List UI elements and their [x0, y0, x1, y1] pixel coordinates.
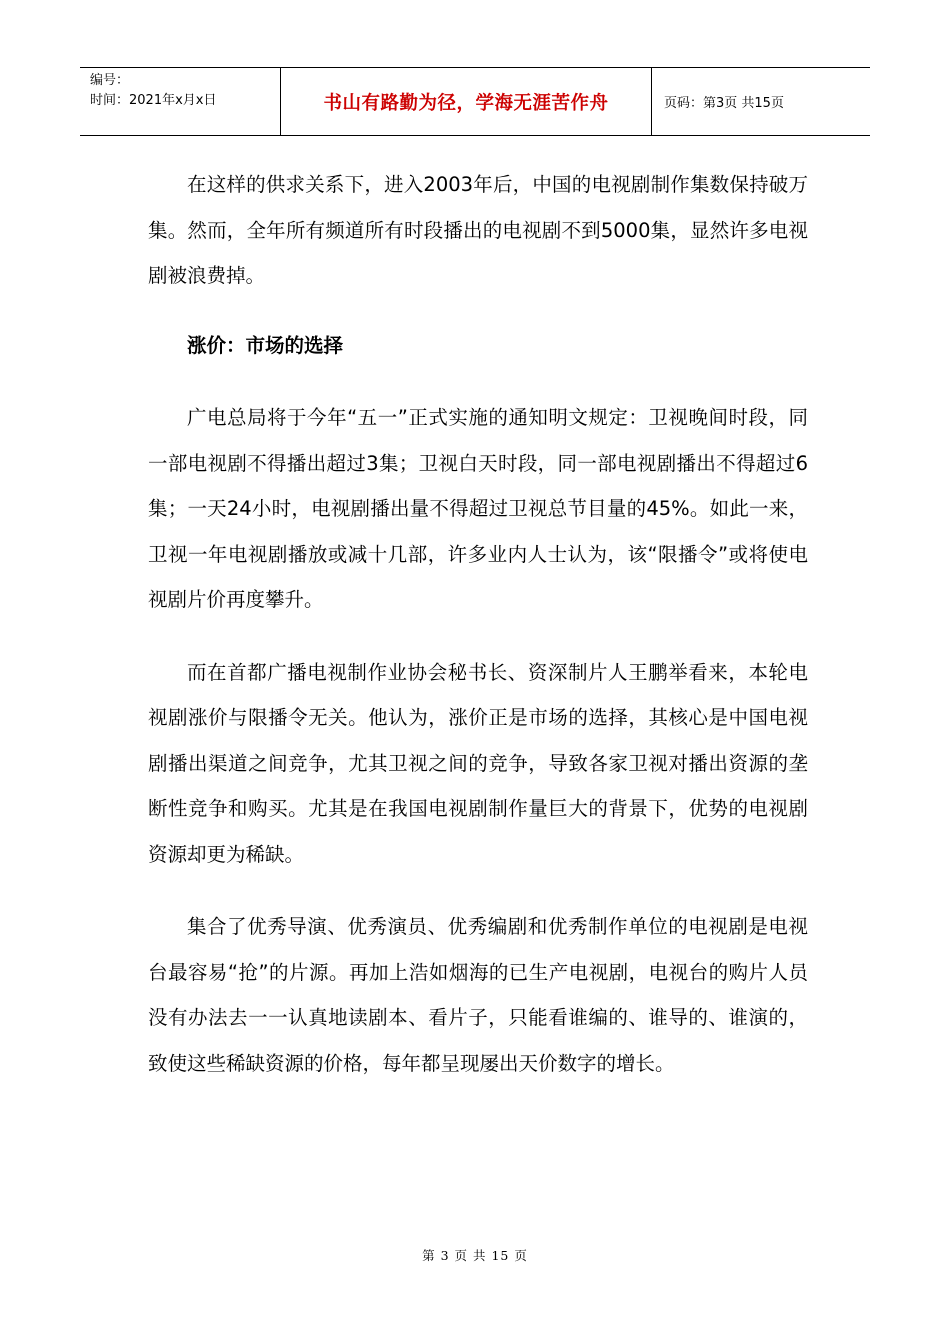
id-label: 编号： — [90, 73, 130, 88]
paragraph-4: 集合了优秀导演、优秀演员、优秀编剧和优秀制作单位的电视剧是电视台最容易“抢”的片源。再加上浩如烟海的已生产电视剧，电视台的购片人员没有办法去一一认真地读剧本、看片子，只能看谁编的、谁导的、谁演的，致使这些稀缺资源的价格，每年都呈现屡出天价数字的增长。 — [148, 915, 808, 1075]
document-body — [148, 162, 808, 1086]
paragraph-2: 广电总局将于今年“五一”正式实施的通知明文规定：卫视晚间时段，同一部电视剧不得播出超过3集；卫视白天时段，同一部电视剧播出不得超过6集；一天24小时，电视剧播出量不得超过卫视总节目量的45%。如此一来，卫视一年电视剧播放或减十几部，许多业内人士认为，该“限播令”或将使电视剧片价再度攀升。 — [148, 406, 808, 611]
paragraph-1: 在这样的供求关系下，进入2003年后，中国的电视剧制作集数保持破万集。然而，全年所有频道所有时段播出的电视剧不到5000集，显然许多电视剧被浪费掉。 — [148, 173, 808, 287]
motto-cell — [281, 68, 652, 135]
motto-text: 书山有路勤为径，学海无涯苦作舟 — [323, 92, 609, 114]
paragraph-3: 而在首都广播电视制作业协会秘书长、资深制片人王鹏举看来，本轮电视剧涨价与限播令无关。他认为，涨价正是市场的选择，其核心是中国电视剧播出渠道之间竞争，尤其卫视之间的竞争，导致各家卫视对播出资源的垄断性竞争和购买。尤其是在我国电视剧制作量巨大的背景下，优势的电视剧资源却更为稀缺。 — [148, 660, 808, 866]
header-table — [80, 67, 870, 136]
time-label: 时间：2021年x月x日 — [90, 93, 217, 108]
section-heading: 涨价：市场的选择 — [187, 333, 344, 357]
page-footer: 第 3 页 共 15 页 — [422, 1248, 528, 1263]
page-info-cell — [652, 68, 870, 135]
header-meta-cell — [80, 68, 281, 135]
page-info: 页码：第3页 共15页 — [664, 96, 784, 111]
